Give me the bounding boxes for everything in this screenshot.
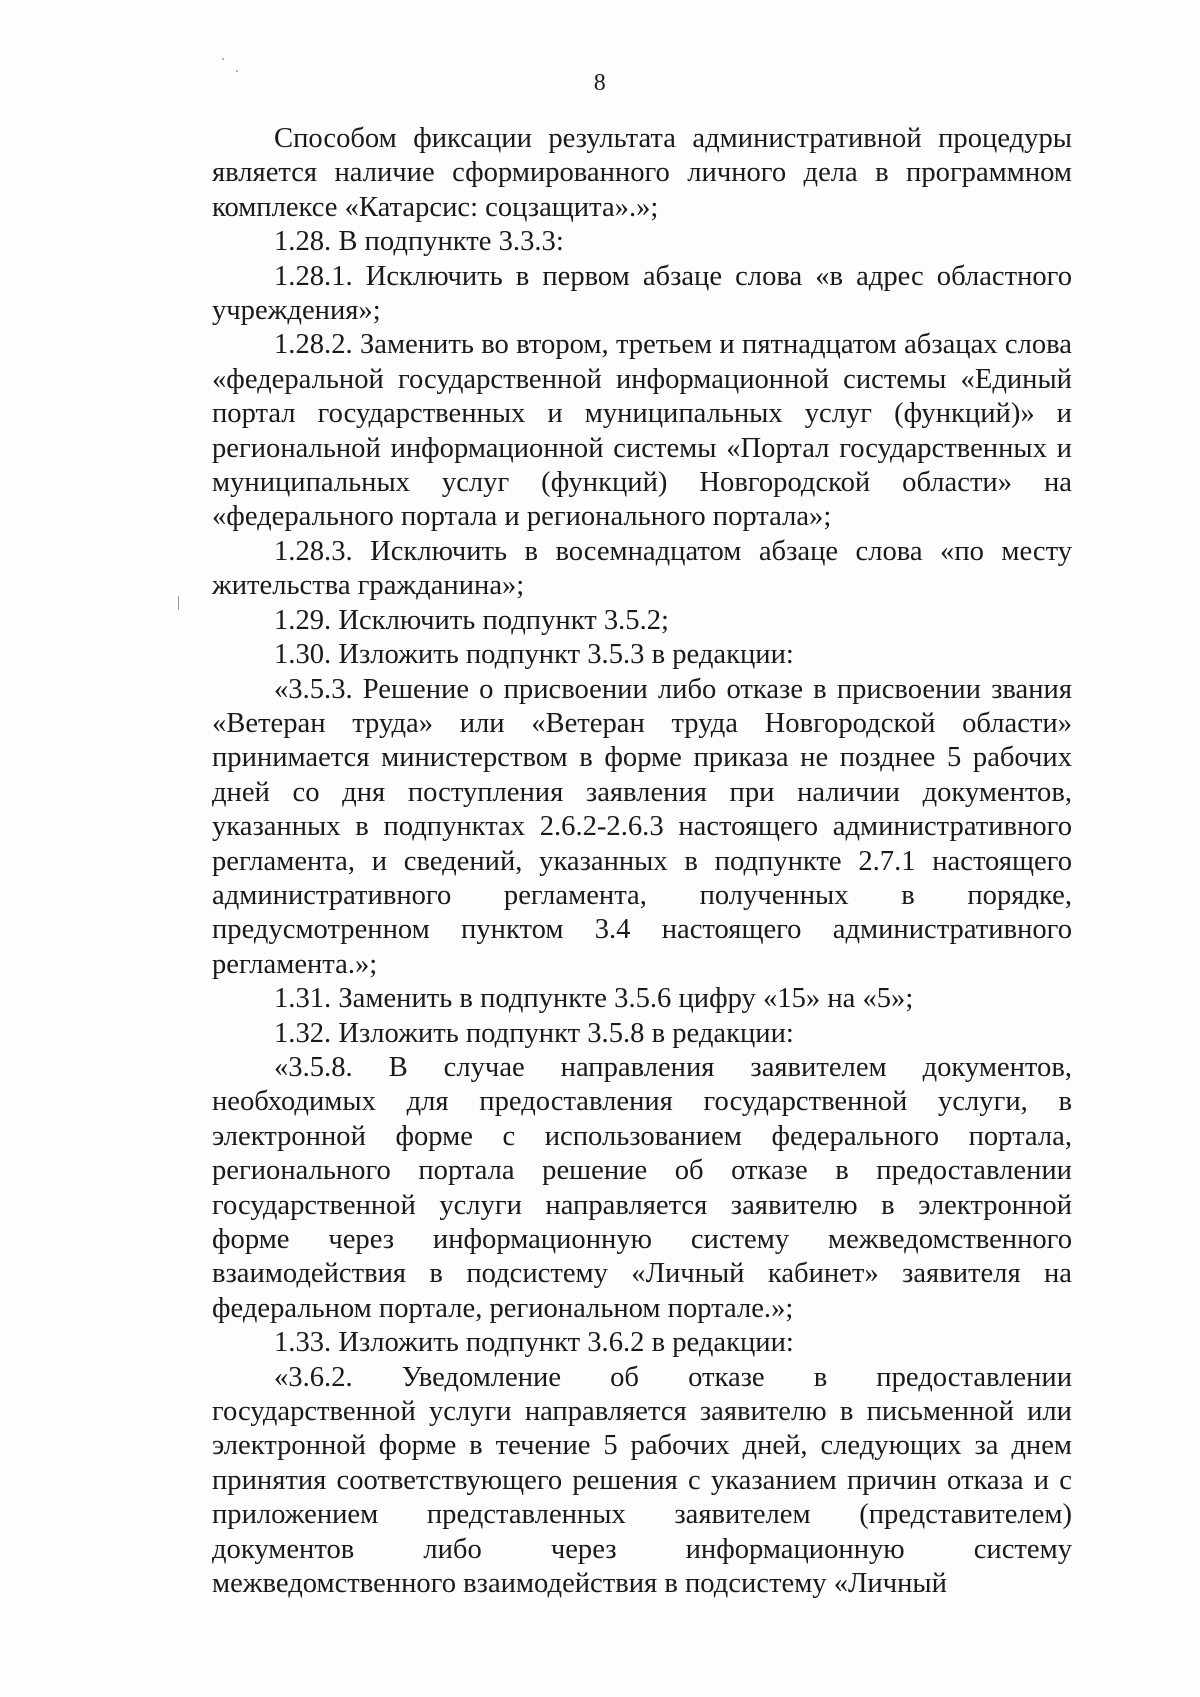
document-body [212, 122, 1072, 1601]
page-number: 8 [593, 70, 607, 96]
paragraph: 1.29. Исключить подпункт 3.5.2; [274, 604, 669, 636]
paragraph: Способом фиксации результата административной процедуры является наличие сформированного личного дела в программном комплексе «Катарсис: соцзащита».»; [212, 123, 1072, 223]
paragraph: 1.31. Заменить в подпункте 3.5.6 цифру «15» на «5»; [274, 983, 914, 1015]
paragraph: 1.32. Изложить подпункт 3.5.8 в редакции: [274, 1017, 794, 1049]
paragraph: 1.28.1. Исключить в первом абзаце слова «в адрес областного учреждения»; [212, 260, 1072, 327]
paragraph: 1.28.2. Заменить во втором, третьем и пятнадцатом абзацах слова «федеральной государственной информационной системы «Единый портал государственных и муниципальных услуг (функций)» и региональной информационной системы «Портал государственных и муниципальных услуг (функций) Новгородской области» на «федерального портала и регионального портала»; [212, 329, 1072, 533]
paragraph: 1.33. Изложить подпункт 3.6.2 в редакции: [274, 1327, 794, 1359]
scan-speck [222, 58, 224, 60]
paragraph: 1.28. В подпункте 3.3.3: [274, 226, 564, 258]
paragraph: 1.28.3. Исключить в восемнадцатом абзаце слова «по месту жительства гражданина»; [212, 535, 1072, 602]
paragraph: «3.5.3. Решение о присвоении либо отказе в присвоении звания «Ветеран труда» или «Ветеран труда Новгородской области» принимается министерством в форме приказа не позднее 5 рабочих дней со дня поступления заявления при наличии документов, указанных в подпунктах 2.6.2-2.6.3 настоящего административного регламента, и сведений, указанных в подпункте 2.7.1 настоящего административного регламента, полученных в порядке, предусмотренном пунктом 3.4 настоящего административного регламента.»; [212, 673, 1072, 980]
paragraph: «3.5.8. В случае направления заявителем документов, необходимых для предоставления государственной услуги, в электронной форме с использованием федерального портала, регионального портала решение об отказе в предоставлении государственной услуги направляется заявителю в электронной форме через информационную систему межведомственного взаимодействия в подсистему «Личный кабинет» заявителя на федеральном портале, региональном портале.»; [212, 1051, 1072, 1324]
scan-speck [178, 596, 179, 610]
paragraph: 1.30. Изложить подпункт 3.5.3 в редакции: [274, 639, 794, 671]
paragraph: «3.6.2. Уведомление об отказе в предоставлении государственной услуги направляется заявителю в письменной или электронной форме в течение 5 рабочих дней, следующих за днем принятия соответствующего решения с указанием причин отказа и с приложением представленных заявителем (представителем) документов либо через информационную систему межведомственного взаимодействия в подсистему «Личный [212, 1361, 1072, 1600]
